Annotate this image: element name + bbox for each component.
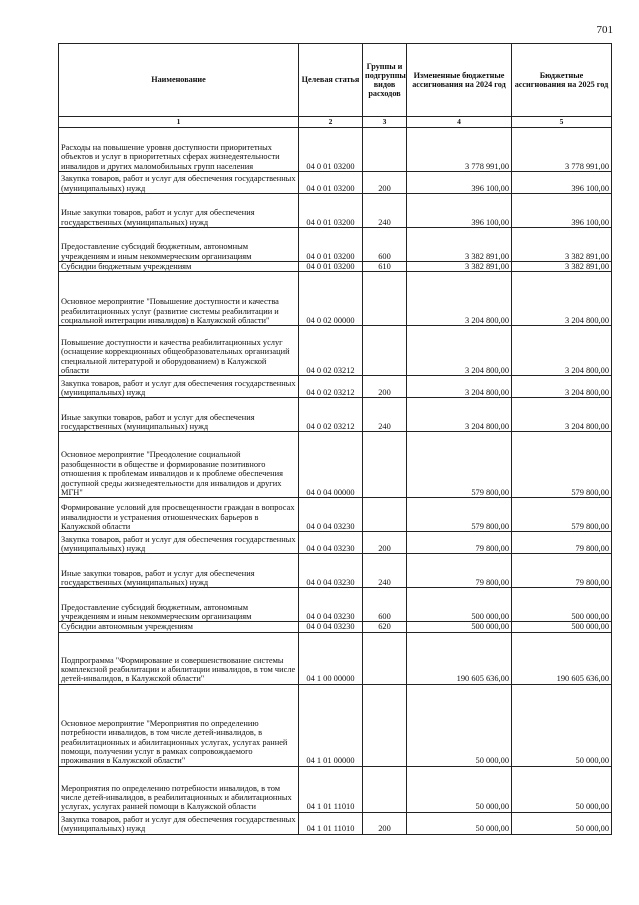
row-target-article: 04 1 01 00000	[299, 684, 363, 766]
row-target-article: 04 0 04 03230	[299, 622, 363, 632]
row-name: Иные закупки товаров, работ и услуг для обеспечения государственных (муниципальных) нужд	[59, 554, 299, 588]
row-name: Основное мероприятие "Повышение доступности и качества реабилитационных услуг (развитие системы реабилитации и социальной интеграции инвалидов) в Калужской области"	[59, 272, 299, 326]
table-row	[59, 272, 612, 326]
row-name: Иные закупки товаров, работ и услуг для обеспечения государственных (муниципальных) нужд	[59, 398, 299, 432]
row-name: Предоставление субсидий бюджетным, автономным учреждениям и иным некоммерческим организациям	[59, 588, 299, 622]
row-amount-2024: 500 000,00	[407, 622, 512, 632]
row-name: Закупка товаров, работ и услуг для обеспечения государственных (муниципальных) нужд	[59, 376, 299, 398]
row-amount-2025: 579 800,00	[512, 498, 612, 532]
row-name: Формирование условий для просвещенности граждан в вопросах инвалидности и устранения отношенческих барьеров в Калужской области	[59, 498, 299, 532]
row-amount-2024: 50 000,00	[407, 766, 512, 812]
row-target-article: 04 0 04 03230	[299, 498, 363, 532]
row-expense-group: 200	[363, 812, 407, 834]
row-amount-2024: 3 778 991,00	[407, 128, 512, 172]
row-amount-2025: 190 605 636,00	[512, 632, 612, 684]
header-2024: Измененные бюджетные ассигнования на 2024 год	[407, 44, 512, 117]
row-target-article: 04 0 04 03230	[299, 588, 363, 622]
row-expense-group	[363, 128, 407, 172]
table-row	[59, 128, 612, 172]
row-amount-2024: 3 382 891,00	[407, 228, 512, 262]
row-amount-2025: 3 204 800,00	[512, 272, 612, 326]
row-amount-2025: 50 000,00	[512, 766, 612, 812]
row-expense-group: 240	[363, 554, 407, 588]
table-row	[59, 766, 612, 812]
row-target-article: 04 0 01 03200	[299, 194, 363, 228]
row-target-article: 04 0 01 03200	[299, 172, 363, 194]
page-number: 701	[596, 24, 613, 36]
row-target-article: 04 0 01 03200	[299, 128, 363, 172]
table-row	[59, 228, 612, 262]
row-name: Подпрограмма "Формирование и совершенствование системы комплексной реабилитации и абилитации инвалидов, в том числе детей-инвалидов, в Калужской области"	[59, 632, 299, 684]
row-target-article: 04 0 01 03200	[299, 262, 363, 272]
row-expense-group: 200	[363, 172, 407, 194]
header-expense-group: Группы и подгруппы видов расходов	[363, 44, 407, 117]
row-amount-2025: 50 000,00	[512, 684, 612, 766]
row-target-article: 04 0 04 03230	[299, 554, 363, 588]
row-amount-2024: 3 382 891,00	[407, 262, 512, 272]
row-name: Повышение доступности и качества реабилитационных услуг (оснащение коррекционных общеобразовательных организаций специальной литературой и оборудованием) в Калужской области	[59, 326, 299, 376]
row-target-article: 04 0 01 03200	[299, 228, 363, 262]
table-row	[59, 432, 612, 498]
row-amount-2025: 50 000,00	[512, 812, 612, 834]
row-amount-2024: 3 204 800,00	[407, 326, 512, 376]
row-name: Закупка товаров, работ и услуг для обеспечения государственных (муниципальных) нужд	[59, 812, 299, 834]
row-amount-2025: 3 204 800,00	[512, 376, 612, 398]
table-row	[59, 262, 612, 272]
table-row	[59, 376, 612, 398]
row-amount-2025: 3 204 800,00	[512, 326, 612, 376]
table-row	[59, 554, 612, 588]
row-amount-2025: 500 000,00	[512, 622, 612, 632]
row-name: Иные закупки товаров, работ и услуг для обеспечения государственных (муниципальных) нужд	[59, 194, 299, 228]
column-numbers-row	[59, 117, 612, 128]
row-amount-2025: 3 382 891,00	[512, 228, 612, 262]
column-number: 2	[299, 117, 363, 128]
row-amount-2025: 3 382 891,00	[512, 262, 612, 272]
column-number: 5	[512, 117, 612, 128]
row-expense-group: 620	[363, 622, 407, 632]
table-row	[59, 398, 612, 432]
row-expense-group: 200	[363, 532, 407, 554]
row-amount-2024: 579 800,00	[407, 498, 512, 532]
table-row	[59, 622, 612, 632]
header-target-article: Целевая статья	[299, 44, 363, 117]
row-amount-2024: 50 000,00	[407, 684, 512, 766]
row-amount-2025: 396 100,00	[512, 172, 612, 194]
table-row	[59, 812, 612, 834]
row-name: Расходы на повышение уровня доступности приоритетных объектов и услуг в приоритетных сферах жизнедеятельности инвалидов и других маломобильных групп населения	[59, 128, 299, 172]
table-row	[59, 532, 612, 554]
row-target-article: 04 0 02 00000	[299, 272, 363, 326]
row-amount-2024: 79 800,00	[407, 554, 512, 588]
row-expense-group	[363, 684, 407, 766]
row-target-article: 04 0 04 03230	[299, 532, 363, 554]
row-amount-2024: 3 204 800,00	[407, 376, 512, 398]
row-target-article: 04 0 04 00000	[299, 432, 363, 498]
row-target-article: 04 0 02 03212	[299, 376, 363, 398]
table-row	[59, 498, 612, 532]
row-target-article: 04 0 02 03212	[299, 398, 363, 432]
row-name: Предоставление субсидий бюджетным, автономным учреждениям и иным некоммерческим организациям	[59, 228, 299, 262]
row-expense-group: 200	[363, 376, 407, 398]
row-amount-2024: 79 800,00	[407, 532, 512, 554]
row-expense-group	[363, 498, 407, 532]
row-amount-2024: 50 000,00	[407, 812, 512, 834]
row-target-article: 04 0 02 03212	[299, 326, 363, 376]
table-row	[59, 326, 612, 376]
column-number: 1	[59, 117, 299, 128]
row-name: Основное мероприятие "Мероприятия по определению потребности инвалидов, в том числе детей-инвалидов, в реабилитационных и абилитационных услугах, услугах ранней помощи, получении услуг в рамках сопровождаемого проживания в Калужской области"	[59, 684, 299, 766]
header-row	[59, 44, 612, 117]
row-name: Мероприятия по определению потребности инвалидов, в том числе детей-инвалидов, в реабилитационных и абилитационных услугах, услугах ранней помощи в Калужской области	[59, 766, 299, 812]
row-amount-2024: 3 204 800,00	[407, 398, 512, 432]
row-target-article: 04 1 00 00000	[299, 632, 363, 684]
row-expense-group	[363, 632, 407, 684]
column-number: 4	[407, 117, 512, 128]
row-amount-2025: 79 800,00	[512, 532, 612, 554]
table-row	[59, 172, 612, 194]
table-row	[59, 684, 612, 766]
table-row	[59, 588, 612, 622]
row-amount-2024: 3 204 800,00	[407, 272, 512, 326]
row-name: Субсидии автономным учреждениям	[59, 622, 299, 632]
row-amount-2025: 3 778 991,00	[512, 128, 612, 172]
row-amount-2025: 396 100,00	[512, 194, 612, 228]
row-expense-group	[363, 326, 407, 376]
row-name: Субсидии бюджетным учреждениям	[59, 262, 299, 272]
row-target-article: 04 1 01 11010	[299, 766, 363, 812]
row-target-article: 04 1 01 11010	[299, 812, 363, 834]
row-amount-2025: 79 800,00	[512, 554, 612, 588]
row-expense-group: 600	[363, 588, 407, 622]
header-2025: Бюджетные ассигнования на 2025 год	[512, 44, 612, 117]
table-row	[59, 632, 612, 684]
row-amount-2024: 579 800,00	[407, 432, 512, 498]
column-number: 3	[363, 117, 407, 128]
row-expense-group	[363, 432, 407, 498]
row-amount-2025: 500 000,00	[512, 588, 612, 622]
row-amount-2025: 579 800,00	[512, 432, 612, 498]
row-expense-group: 610	[363, 262, 407, 272]
row-expense-group	[363, 766, 407, 812]
row-amount-2024: 190 605 636,00	[407, 632, 512, 684]
row-amount-2024: 500 000,00	[407, 588, 512, 622]
budget-table	[58, 43, 612, 835]
row-amount-2025: 3 204 800,00	[512, 398, 612, 432]
row-amount-2024: 396 100,00	[407, 194, 512, 228]
row-name: Основное мероприятие "Преодоление социальной разобщенности в обществе и формирование позитивного отношения к проблемам инвалидов и к проблеме обеспечения доступной среды жизнедеятельности для инвалидов и других МГН"	[59, 432, 299, 498]
row-name: Закупка товаров, работ и услуг для обеспечения государственных (муниципальных) нужд	[59, 172, 299, 194]
row-expense-group	[363, 272, 407, 326]
row-expense-group: 240	[363, 194, 407, 228]
row-expense-group: 240	[363, 398, 407, 432]
header-name: Наименование	[59, 44, 299, 117]
row-expense-group: 600	[363, 228, 407, 262]
row-amount-2024: 396 100,00	[407, 172, 512, 194]
table-row	[59, 194, 612, 228]
row-name: Закупка товаров, работ и услуг для обеспечения государственных (муниципальных) нужд	[59, 532, 299, 554]
